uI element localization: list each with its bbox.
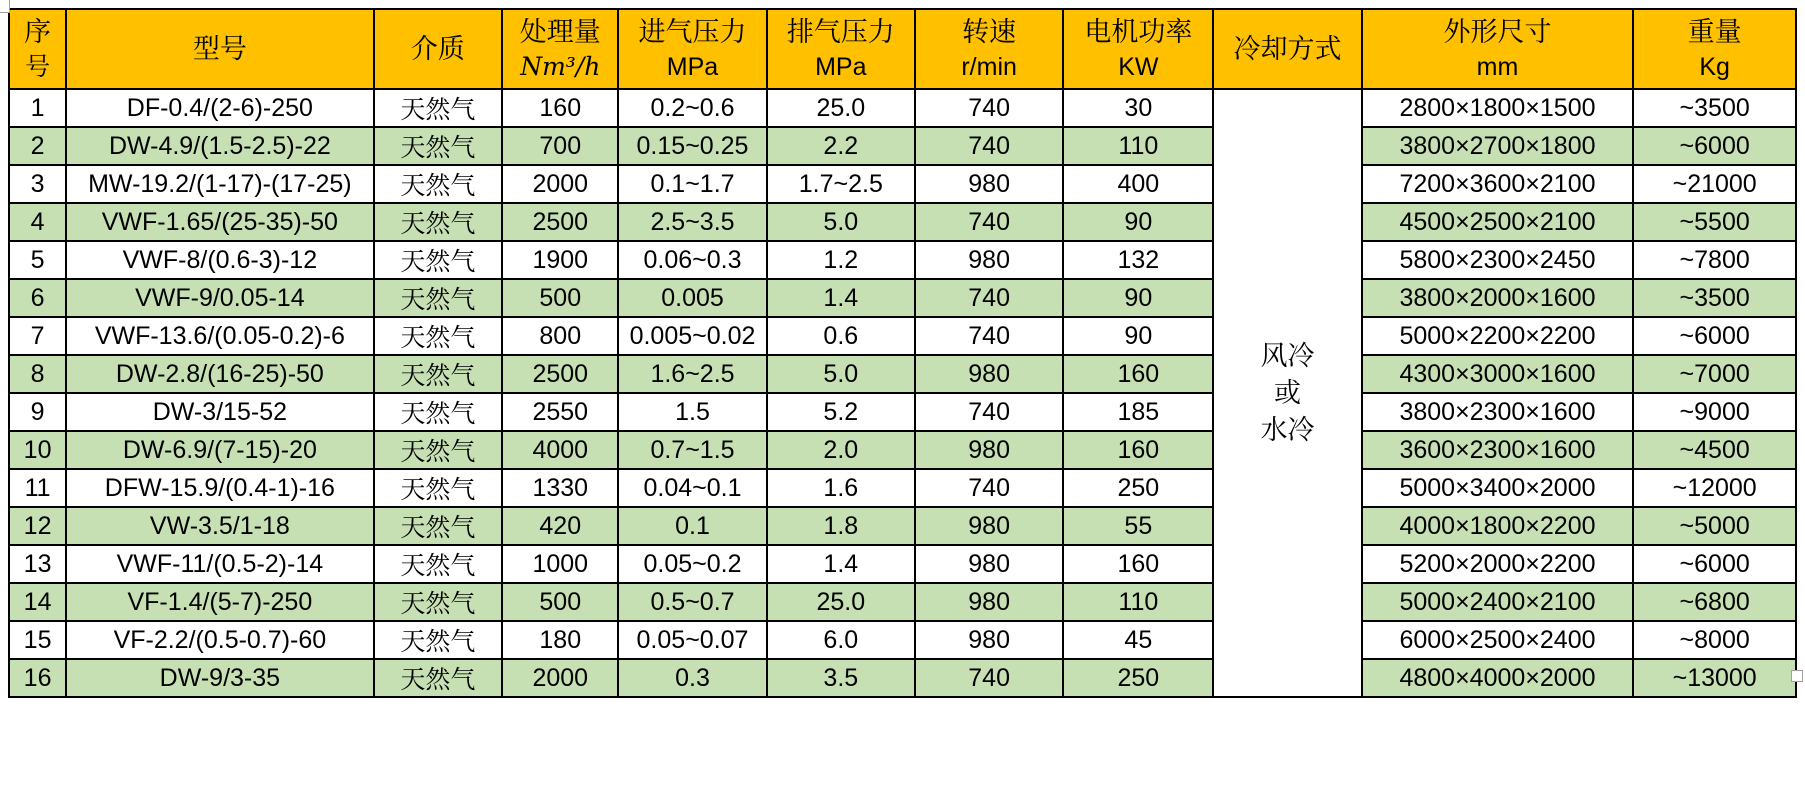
table-row bbox=[9, 127, 1796, 165]
cell-no: 9 bbox=[9, 393, 66, 431]
cell-motor-power: 110 bbox=[1063, 583, 1213, 621]
cell-model: DW-3/15-52 bbox=[66, 393, 373, 431]
cell-model: VWF-9/0.05-14 bbox=[66, 279, 373, 317]
cell-discharge-pressure: 25.0 bbox=[767, 583, 915, 621]
cell-weight: ~7000 bbox=[1633, 355, 1796, 393]
cell-weight: ~7800 bbox=[1633, 241, 1796, 279]
cell-speed: 980 bbox=[915, 431, 1063, 469]
cell-motor-power: 55 bbox=[1063, 507, 1213, 545]
cell-motor-power: 132 bbox=[1063, 241, 1213, 279]
cell-dimensions: 5000×2200×2200 bbox=[1362, 317, 1634, 355]
cell-dimensions: 7200×3600×2100 bbox=[1362, 165, 1634, 203]
header-model bbox=[66, 9, 373, 89]
cell-dimensions: 5200×2000×2200 bbox=[1362, 545, 1634, 583]
cell-capacity: 500 bbox=[502, 279, 618, 317]
cell-weight: ~5000 bbox=[1633, 507, 1796, 545]
cell-motor-power: 250 bbox=[1063, 469, 1213, 507]
cell-weight: ~8000 bbox=[1633, 621, 1796, 659]
cell-discharge-pressure: 1.4 bbox=[767, 545, 915, 583]
header-inlet-line2: MPa bbox=[666, 53, 719, 81]
cell-capacity: 2000 bbox=[502, 659, 618, 697]
cell-no: 5 bbox=[9, 241, 66, 279]
header-medium-line1: 介质 bbox=[410, 34, 465, 64]
cell-speed: 740 bbox=[915, 317, 1063, 355]
cell-discharge-pressure: 3.5 bbox=[767, 659, 915, 697]
cell-inlet-pressure: 0.1 bbox=[618, 507, 766, 545]
cell-discharge-pressure: 5.0 bbox=[767, 203, 915, 241]
cell-dimensions: 3800×2000×1600 bbox=[1362, 279, 1634, 317]
table-row bbox=[9, 241, 1796, 279]
cell-dimensions: 4300×3000×1600 bbox=[1362, 355, 1634, 393]
cell-model: DW-2.8/(16-25)-50 bbox=[66, 355, 373, 393]
cell-inlet-pressure: 0.3 bbox=[618, 659, 766, 697]
cell-weight: ~12000 bbox=[1633, 469, 1796, 507]
cell-medium: 天然气 bbox=[374, 545, 503, 583]
header-speed-line1: 转速 bbox=[962, 17, 1017, 47]
cell-capacity: 420 bbox=[502, 507, 618, 545]
cell-dimensions: 3600×2300×1600 bbox=[1362, 431, 1634, 469]
header-speed bbox=[915, 9, 1063, 89]
cell-speed: 980 bbox=[915, 507, 1063, 545]
cell-medium: 天然气 bbox=[374, 241, 503, 279]
table-body bbox=[9, 89, 1796, 697]
cell-medium: 天然气 bbox=[374, 469, 503, 507]
header-model-line1: 型号 bbox=[192, 34, 247, 64]
cell-motor-power: 160 bbox=[1063, 431, 1213, 469]
cell-weight: ~13000 bbox=[1633, 659, 1796, 697]
cell-no: 4 bbox=[9, 203, 66, 241]
cell-no: 16 bbox=[9, 659, 66, 697]
cell-weight: ~5500 bbox=[1633, 203, 1796, 241]
cell-no: 6 bbox=[9, 279, 66, 317]
table-row bbox=[9, 203, 1796, 241]
cell-dimensions: 4800×4000×2000 bbox=[1362, 659, 1634, 697]
table-row bbox=[9, 355, 1796, 393]
cell-speed: 740 bbox=[915, 469, 1063, 507]
cell-medium: 天然气 bbox=[374, 355, 503, 393]
cell-dimensions: 3800×2700×1800 bbox=[1362, 127, 1634, 165]
cell-no: 2 bbox=[9, 127, 66, 165]
header-cooling-line1: 冷却方式 bbox=[1233, 34, 1342, 64]
cell-discharge-pressure: 1.4 bbox=[767, 279, 915, 317]
cell-model: VF-2.2/(0.5-0.7)-60 bbox=[66, 621, 373, 659]
cell-medium: 天然气 bbox=[374, 279, 503, 317]
cell-speed: 980 bbox=[915, 583, 1063, 621]
cell-dimensions: 2800×1800×1500 bbox=[1362, 89, 1634, 127]
cell-inlet-pressure: 0.005~0.02 bbox=[618, 317, 766, 355]
table-row bbox=[9, 621, 1796, 659]
cooling-method-line: 水冷 bbox=[1260, 414, 1315, 445]
cell-motor-power: 250 bbox=[1063, 659, 1213, 697]
cell-no: 15 bbox=[9, 621, 66, 659]
cooling-method-line: 或 bbox=[1274, 377, 1302, 408]
header-medium bbox=[374, 9, 503, 89]
cell-medium: 天然气 bbox=[374, 89, 503, 127]
cell-inlet-pressure: 1.6~2.5 bbox=[618, 355, 766, 393]
cell-inlet-pressure: 0.05~0.07 bbox=[618, 621, 766, 659]
header-power-line1: 电机功率 bbox=[1084, 17, 1193, 47]
cell-motor-power: 185 bbox=[1063, 393, 1213, 431]
cell-no: 3 bbox=[9, 165, 66, 203]
cell-medium: 天然气 bbox=[374, 317, 503, 355]
table-row bbox=[9, 279, 1796, 317]
cell-capacity: 2550 bbox=[502, 393, 618, 431]
cell-capacity: 2500 bbox=[502, 203, 618, 241]
cell-model: VW-3.5/1-18 bbox=[66, 507, 373, 545]
cell-weight: ~6800 bbox=[1633, 583, 1796, 621]
cell-dimensions: 5000×3400×2000 bbox=[1362, 469, 1634, 507]
cell-no: 7 bbox=[9, 317, 66, 355]
cell-discharge-pressure: 1.6 bbox=[767, 469, 915, 507]
cell-capacity: 160 bbox=[502, 89, 618, 127]
cell-weight: ~9000 bbox=[1633, 393, 1796, 431]
cell-no: 1 bbox=[9, 89, 66, 127]
header-no-line1: 序 bbox=[24, 17, 52, 47]
cell-no: 8 bbox=[9, 355, 66, 393]
header-weight-line2: Kg bbox=[1699, 53, 1730, 81]
cell-discharge-pressure: 25.0 bbox=[767, 89, 915, 127]
cell-medium: 天然气 bbox=[374, 127, 503, 165]
cell-discharge-pressure: 5.0 bbox=[767, 355, 915, 393]
table-header bbox=[9, 9, 1796, 89]
header-dimensions bbox=[1362, 9, 1634, 89]
cell-speed: 740 bbox=[915, 659, 1063, 697]
cell-discharge-pressure: 0.6 bbox=[767, 317, 915, 355]
cell-weight: ~6000 bbox=[1633, 545, 1796, 583]
table-row bbox=[9, 545, 1796, 583]
cell-dimensions: 3800×2300×1600 bbox=[1362, 393, 1634, 431]
cell-model: VWF-13.6/(0.05-0.2)-6 bbox=[66, 317, 373, 355]
header-capacity-line2: Nm³/h bbox=[520, 52, 601, 81]
cell-dimensions: 5800×2300×2450 bbox=[1362, 241, 1634, 279]
cell-discharge-pressure: 1.7~2.5 bbox=[767, 165, 915, 203]
cell-speed: 980 bbox=[915, 621, 1063, 659]
cell-weight: ~4500 bbox=[1633, 431, 1796, 469]
cell-no: 11 bbox=[9, 469, 66, 507]
cell-speed: 980 bbox=[915, 545, 1063, 583]
cell-model: VWF-1.65/(25-35)-50 bbox=[66, 203, 373, 241]
header-row bbox=[9, 9, 1796, 89]
cell-motor-power: 160 bbox=[1063, 355, 1213, 393]
header-speed-line2: r/min bbox=[961, 53, 1017, 81]
cell-inlet-pressure: 0.5~0.7 bbox=[618, 583, 766, 621]
cell-discharge-pressure: 1.8 bbox=[767, 507, 915, 545]
cell-weight: ~6000 bbox=[1633, 127, 1796, 165]
cell-motor-power: 400 bbox=[1063, 165, 1213, 203]
cell-model: DW-9/3-35 bbox=[66, 659, 373, 697]
header-inlet-line1: 进气压力 bbox=[638, 17, 747, 47]
cell-discharge-pressure: 2.0 bbox=[767, 431, 915, 469]
cell-dimensions: 5000×2400×2100 bbox=[1362, 583, 1634, 621]
spec-table-container bbox=[8, 8, 1797, 698]
cell-inlet-pressure: 0.06~0.3 bbox=[618, 241, 766, 279]
cell-inlet-pressure: 0.15~0.25 bbox=[618, 127, 766, 165]
cell-motor-power: 90 bbox=[1063, 203, 1213, 241]
cell-model: DFW-15.9/(0.4-1)-16 bbox=[66, 469, 373, 507]
header-no bbox=[9, 9, 66, 89]
cell-capacity: 1000 bbox=[502, 545, 618, 583]
cell-inlet-pressure: 0.005 bbox=[618, 279, 766, 317]
cell-medium: 天然气 bbox=[374, 507, 503, 545]
cell-model: DW-6.9/(7-15)-20 bbox=[66, 431, 373, 469]
cell-capacity: 4000 bbox=[502, 431, 618, 469]
cooling-method-cell bbox=[1213, 89, 1361, 697]
table-row bbox=[9, 431, 1796, 469]
cell-discharge-pressure: 1.2 bbox=[767, 241, 915, 279]
cell-model: VWF-8/(0.6-3)-12 bbox=[66, 241, 373, 279]
cell-no: 12 bbox=[9, 507, 66, 545]
cell-speed: 740 bbox=[915, 203, 1063, 241]
header-capacity bbox=[502, 9, 618, 89]
table-row bbox=[9, 393, 1796, 431]
table-row bbox=[9, 89, 1796, 127]
header-power-line2: KW bbox=[1118, 53, 1159, 81]
cell-capacity: 180 bbox=[502, 621, 618, 659]
cell-weight: ~3500 bbox=[1633, 279, 1796, 317]
cell-discharge-pressure: 5.2 bbox=[767, 393, 915, 431]
table-row bbox=[9, 583, 1796, 621]
cell-motor-power: 90 bbox=[1063, 317, 1213, 355]
cell-speed: 740 bbox=[915, 279, 1063, 317]
cell-inlet-pressure: 0.1~1.7 bbox=[618, 165, 766, 203]
cell-no: 10 bbox=[9, 431, 66, 469]
table-row bbox=[9, 507, 1796, 545]
cell-inlet-pressure: 0.04~0.1 bbox=[618, 469, 766, 507]
cell-inlet-pressure: 1.5 bbox=[618, 393, 766, 431]
cell-motor-power: 160 bbox=[1063, 545, 1213, 583]
cell-weight: ~6000 bbox=[1633, 317, 1796, 355]
cell-motor-power: 90 bbox=[1063, 279, 1213, 317]
header-dims-line2: mm bbox=[1476, 53, 1519, 81]
header-discharge-line2: MPa bbox=[815, 53, 867, 81]
cell-medium: 天然气 bbox=[374, 621, 503, 659]
cell-capacity: 2500 bbox=[502, 355, 618, 393]
header-weight-line1: 重量 bbox=[1687, 17, 1742, 47]
cell-discharge-pressure: 2.2 bbox=[767, 127, 915, 165]
cell-capacity: 1900 bbox=[502, 241, 618, 279]
cell-model: VWF-11/(0.5-2)-14 bbox=[66, 545, 373, 583]
cell-dimensions: 4500×2500×2100 bbox=[1362, 203, 1634, 241]
header-capacity-line1: 处理量 bbox=[519, 17, 601, 47]
corner-artifact-top-left bbox=[0, 0, 10, 13]
cell-model: DW-4.9/(1.5-2.5)-22 bbox=[66, 127, 373, 165]
cell-weight: ~21000 bbox=[1633, 165, 1796, 203]
cell-speed: 740 bbox=[915, 127, 1063, 165]
cell-weight: ~3500 bbox=[1633, 89, 1796, 127]
cell-capacity: 2000 bbox=[502, 165, 618, 203]
compressor-spec-table bbox=[8, 8, 1797, 698]
cell-no: 13 bbox=[9, 545, 66, 583]
cell-motor-power: 110 bbox=[1063, 127, 1213, 165]
cell-dimensions: 6000×2500×2400 bbox=[1362, 621, 1634, 659]
header-dims-line1: 外形尺寸 bbox=[1443, 17, 1552, 47]
cell-speed: 740 bbox=[915, 393, 1063, 431]
cell-model: VF-1.4/(5-7)-250 bbox=[66, 583, 373, 621]
header-no-line2: 号 bbox=[25, 53, 51, 81]
cell-speed: 980 bbox=[915, 241, 1063, 279]
cell-medium: 天然气 bbox=[374, 431, 503, 469]
cell-capacity: 800 bbox=[502, 317, 618, 355]
cell-speed: 980 bbox=[915, 165, 1063, 203]
table-row bbox=[9, 469, 1796, 507]
cell-model: MW-19.2/(1-17)-(17-25) bbox=[66, 165, 373, 203]
cell-inlet-pressure: 0.7~1.5 bbox=[618, 431, 766, 469]
cell-inlet-pressure: 0.2~0.6 bbox=[618, 89, 766, 127]
cell-speed: 980 bbox=[915, 355, 1063, 393]
corner-artifact-bottom-right bbox=[1791, 670, 1803, 682]
cell-dimensions: 4000×1800×2200 bbox=[1362, 507, 1634, 545]
header-cooling bbox=[1213, 9, 1361, 89]
header-weight bbox=[1633, 9, 1796, 89]
cell-capacity: 500 bbox=[502, 583, 618, 621]
cell-capacity: 1330 bbox=[502, 469, 618, 507]
cell-model: DF-0.4/(2-6)-250 bbox=[66, 89, 373, 127]
cell-motor-power: 45 bbox=[1063, 621, 1213, 659]
cell-no: 14 bbox=[9, 583, 66, 621]
header-motor-power bbox=[1063, 9, 1213, 89]
cell-medium: 天然气 bbox=[374, 583, 503, 621]
cell-discharge-pressure: 6.0 bbox=[767, 621, 915, 659]
table-row bbox=[9, 317, 1796, 355]
table-row bbox=[9, 659, 1796, 697]
header-discharge-line1: 排气压力 bbox=[786, 17, 895, 47]
table-row bbox=[9, 165, 1796, 203]
cell-inlet-pressure: 0.05~0.2 bbox=[618, 545, 766, 583]
cell-capacity: 700 bbox=[502, 127, 618, 165]
header-inlet-pressure bbox=[618, 9, 766, 89]
cell-medium: 天然气 bbox=[374, 393, 503, 431]
cell-motor-power: 30 bbox=[1063, 89, 1213, 127]
cell-medium: 天然气 bbox=[374, 659, 503, 697]
cooling-method-line: 风冷 bbox=[1260, 340, 1315, 371]
header-discharge-pressure bbox=[767, 9, 915, 89]
cell-medium: 天然气 bbox=[374, 165, 503, 203]
cell-speed: 740 bbox=[915, 89, 1063, 127]
cell-inlet-pressure: 2.5~3.5 bbox=[618, 203, 766, 241]
cell-medium: 天然气 bbox=[374, 203, 503, 241]
